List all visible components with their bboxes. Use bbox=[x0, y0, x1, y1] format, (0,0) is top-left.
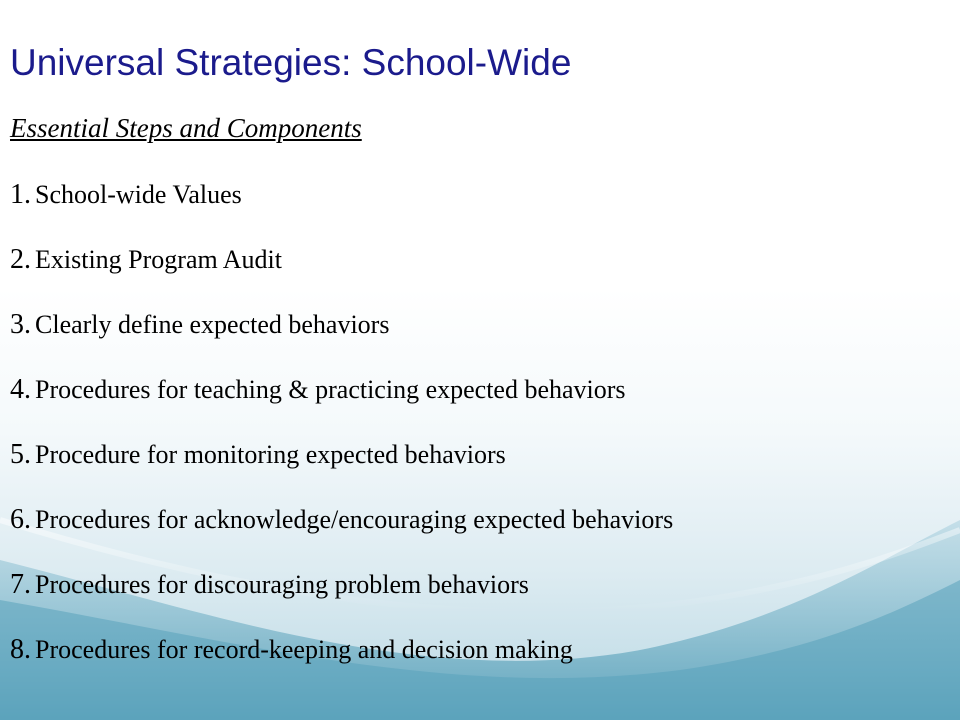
list-item bbox=[10, 367, 673, 432]
step-number: 8. bbox=[10, 634, 31, 665]
step-number: 3. bbox=[10, 309, 31, 340]
slide-subtitle: Essential Steps and Components bbox=[10, 113, 362, 143]
step-text: Procedures for discouraging problem behaviors bbox=[35, 570, 529, 599]
step-number: 1. bbox=[10, 179, 31, 210]
step-number: 2. bbox=[10, 244, 31, 275]
step-number: 6. bbox=[10, 504, 31, 535]
steps-list bbox=[10, 172, 673, 692]
list-item bbox=[10, 497, 673, 562]
list-item bbox=[10, 432, 673, 497]
step-text: School-wide Values bbox=[35, 180, 242, 209]
step-text: Procedures for teaching & practicing expected behaviors bbox=[35, 375, 626, 404]
step-text: Procedures for record-keeping and decision making bbox=[35, 635, 573, 664]
list-item bbox=[10, 172, 673, 237]
slide-title: Universal Strategies: School-Wide bbox=[10, 42, 572, 83]
step-text: Procedure for monitoring expected behaviors bbox=[35, 440, 506, 469]
list-item bbox=[10, 562, 673, 627]
step-number: 4. bbox=[10, 374, 31, 405]
list-item bbox=[10, 302, 673, 367]
list-item bbox=[10, 627, 673, 692]
step-text: Existing Program Audit bbox=[35, 245, 282, 274]
step-text: Clearly define expected behaviors bbox=[35, 310, 390, 339]
list-item bbox=[10, 237, 673, 302]
step-number: 7. bbox=[10, 569, 31, 600]
step-text: Procedures for acknowledge/encouraging expected behaviors bbox=[35, 505, 674, 534]
step-number: 5. bbox=[10, 439, 31, 470]
